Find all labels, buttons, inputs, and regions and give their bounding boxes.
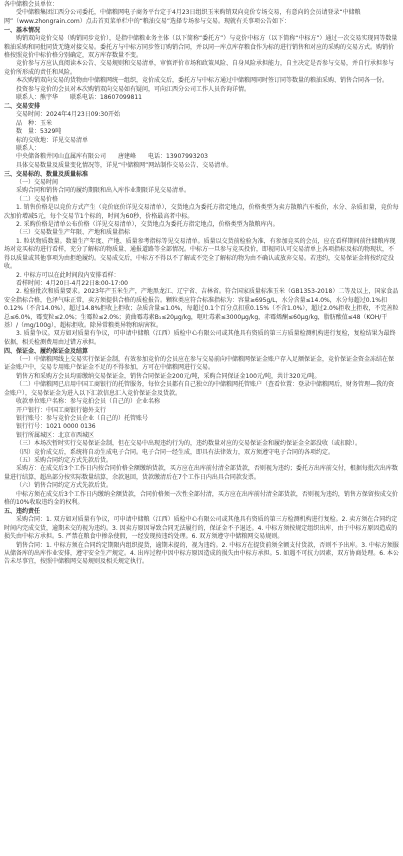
quality-paragraph-1: 1. 粒状物质数量。数量生产年度、产地、质量参考指标等见交易清单。质量以交货前检验为准，有参加竞买的会员，应在看样期间前往储粮库现场对竞买标的进行看样，充分了解标的物质量、通报道路等全部情况。中标方一旦参与竞买投价，即视同认可交易清单上各项指标及标的物现状，不得以质量或其他事项为由拒绝履约。交易成交后，中标方不得以不了解或不完全了解标的物为由不确认或放弃交易。若违约，交易保证金将按约定没收。 [4,237,396,271]
bank-code: 银行行号：1021 0000 0136 [16,423,96,431]
subsection-trade-time-text: 采购合同和销售合同的履约期限和出入库作业期限详见交易清单。 [16,187,191,195]
payment-sale-title: （六）销售合同约定方式先款后货。 [16,482,113,490]
quality-paragraph-2: 2. 中标方可以在此时间段内安排看样： [16,271,120,279]
intro-paragraph: 受中储粮集团江西分公司委托，中储粮网电子商务平台定于4月23日组织玉米购销双向竞价专场交易，有意向的会员请登录“中储粮网”（www.zhongrain.com）点击首页菜单栏中的“粮油交易”选择专场参与交易。现就有关事项公告如下： [4,9,361,25]
quality-paragraph-3: 2. 检验批次和质量要求。2023年产玉米生产，产地黑龙江、辽宁省、吉林省。符合国家质量标准玉米（GB1353-2018）二等及以上，国家食品安全指标合格，色泽气味正常，卖方须提供合格的质检报告。颗粒类应符合标准指标为：容量≥695g/L，水分含量≤14.0%，水分每超过0.1%扣0.12%（不含14.0%），超过14.8%拒收上拒收；杂质含量≤1.0%，每超过0.1个百分点扣重0.15%（不含1.0%），超过2.0%拒收上拒收，不完善粒总≤6.0%，霉变粒≤2.0%；生霉粒≤2.0%；黄曲霉毒素B₁≤20μg/kg，呕吐毒素≤3000μg/kg，赤霉烯酮≤60μg/kg，脂肪酸值≤48（KOH/干基）/（mg/100g），超标拒收。除异常粮类异物和病害粒。 [4,288,399,329]
section-1-title: 一、基本情况 [4,26,41,34]
deposit-paragraph-1: （一）中储粮网线上交易实行保证金制，有效参加竞价的会员应在参与交易前向中储粮网保证金账户存入足额保证金，竞价保证金资金冻结在保证金账户中，交易专用账户保证金不足的不得参加，方可在中储粮网进行交易。 [4,356,395,372]
payment-purchase-title: （五）采购合同约定方式先款后货。 [16,456,113,464]
trade-time: 交易时间：2024年4月23日09:30开始 [16,111,121,119]
price-paragraph-1: 1. 销售价格是以竞价方式产生（竞价底价详见交易清单），交货地点为委托方指定地点，价格类型为卖方散粮汽车板价，水分、杂质扣量，竞价每次加价增减5元，每个交易节1个标的，时间为60秒，价格最高者中标。 [4,204,399,220]
bank-place: 银行所属城区：北京市西城区 [16,431,95,439]
section-5-title: 五、违约责任 [4,507,41,515]
section-1-paragraph-1: 购销双向竞价交易（购销同步竞价），是指中储粮业务主体（以下简称“委托方”）与竞价中标方（以下简称“中标方”）通过一次交易实现同等数量粮油采购和同批同货无缝对接交易。委托方与中标方同步签订购销合同，并以同一库点库存粮食作为标的进行销售和对应的采购的交易方式。购销价格按照竞价中标价格分别确定，双方库存数量不变。 [4,35,398,59]
visit-time: 看样时间：4月20日-4月22日8:00-17:00 [16,279,128,287]
bank-open: 开户银行：中国工商银行德外支行 [16,406,107,414]
deposit-paragraph-2: 销售方和采购方会员均需缴纳交易保证金，销售合同保证金200元/吨，采购合同保证金100元/吨，共计320元/吨。 [16,372,321,380]
contact-line: 联系人：熊宇华 联系电话：18607099811 [16,93,142,101]
variety: 品 种：玉米 [16,119,53,127]
section-2-title: 二、交易安排 [4,102,41,110]
quality-paragraph-4: 3. 质量争议。双方如对质量有争议，可申请中储粮（江西）质检中心有限公司或其他具有资质的第三方质量检测机构进行复检，复检结果为最终依据，相关检测费用由过错方承担。 [4,330,396,346]
bank-account-number: 银行账号：参与竞价会员企业（自己的）托管账号 [16,414,149,422]
section-1-paragraph-3: 本次购销双向交易的货物由中储粮网统一组织，竞价成交后，委托方与中标方通过中储粮网同时签订同等数量的粮油采购、销售合同各一份。 [16,77,389,85]
section-1-paragraph-2: 竞价参与方应认真阅读本公告、交易规则和交易清单，审慎评价市场和政策风险、自身风险承担能力，自主决定是否参与交易，并自行承担参与竞价所形成的责任和风险。 [4,60,395,76]
payment-sale-text: 中标方须在成交后3个工作日内缴纳全额货款，合同价格须一次性全部付清，买方应在出库前付清全部货款，否则视为违约，销售方保留按成交价格的10%收取违约金的权利。 [4,490,398,506]
deposit-paragraph-4: （三）本场次暂时实行交易保证金制，但在交易中出现违约行为的，违约数量对应的交易保证金和履约保证金全部没收（或扣除）。 [16,440,362,448]
breach-paragraph-1: 采购合同：1. 双方如对质量有争议，可申请中储粮（江西）质检中心有限公司或其他具有资质的第三方检测机构进行复检。2. 卖方须在合同约定时间内完成交货，逾期未交的视为违约。3. 因卖方原因导致合同无法履行的，保证金不予退还。4. 中标方须按规定组织出库，由于中标方原因造成的损失由中标方承担。5. 严禁在粮食中掺杂使假，一经发现按违约处理。6. 双方须遵守中储粮网交易规则。 [4,516,398,541]
breach-paragraph-2: 销售合同：1. 中标方须在合同约定期限内组织提货，逾期未提的，视为违约。2. 中标方在提货前须全额支付货款，否则不予出库。3. 中标方须服从储备库的出库作业安排，遵守安全生产规定。4. 出库过程中因中标方原因造成的损失由中标方承担。5. 如遇不可抗力因素，双方协商处理。6. 本公告未尽事宜，按照中储粮网交易规则及相关规定执行。 [4,541,399,566]
price-paragraph-2: 2. 采购价格是清单公布价格（详见交易清单），交货地点为委托方指定地点，价格类型为散粮库内。 [16,221,279,229]
deposit-paragraph-5: （四）竞价成交后，系统将自动生成电子合同。电子合同一经生成，即具有法律效力，双方须遵守电子合同的各项约定。 [16,448,335,456]
greeting: 各中储粮会员单位： [4,1,59,8]
section-1-paragraph-4: 投资参与竞价的会员对本次购销双向交易如有疑问，可向江西分公司工作人员咨询详情。 [16,85,251,93]
section-3-title: 三、交易标的、数量及质量标准 [4,170,89,178]
detail-note: 具体交易数量及质量变化情况等，详见“中储粮网”网站制作交易公告、交易清单。 [16,161,233,169]
quantity: 数 量：5329吨 [16,128,62,136]
subsection-price: （二）交易价格 [16,195,59,203]
delivery-location: 标的交收地：详见交易清单 [16,136,89,144]
company-contact: 中央储备粮井冈山直属库有限公司 唐建峰 电话：13907993203 [16,153,208,161]
subsection-trade-time: （一）交易时间 [16,179,59,187]
payment-purchase-text: 采购方：在成交后3个工作日内按合同价格全额缴纳货款，买方应在出库前付清全部货款，否则视为违约；委托方出库前交付，根据每批次出库数量进行结算，超出部分按实际数量结算，余款退回，货款缴清后在7个工作日内出具合同款发票。 [4,465,398,481]
bank-account-name: 收款单位账户名称：参与竞拍会员（自己的）企业名称 [16,398,161,406]
contact-label: 联系人： [16,144,41,152]
section-4-title: 四、保证金、履约保证金及结算 [4,347,89,355]
deposit-paragraph-3: （二）中储粮网已启用中国工商银行的托管服务，每位会员都有自己独立的中储粮网托管账户（查看位置：登录中储粮网后，财务管理—我的资金账户），交易保证金为进入以下汇款信息汇入竞价保证金及货款。 [4,381,395,397]
subsection-quality: （三）交易数量生产年限、产地和质量指标 [16,229,131,237]
